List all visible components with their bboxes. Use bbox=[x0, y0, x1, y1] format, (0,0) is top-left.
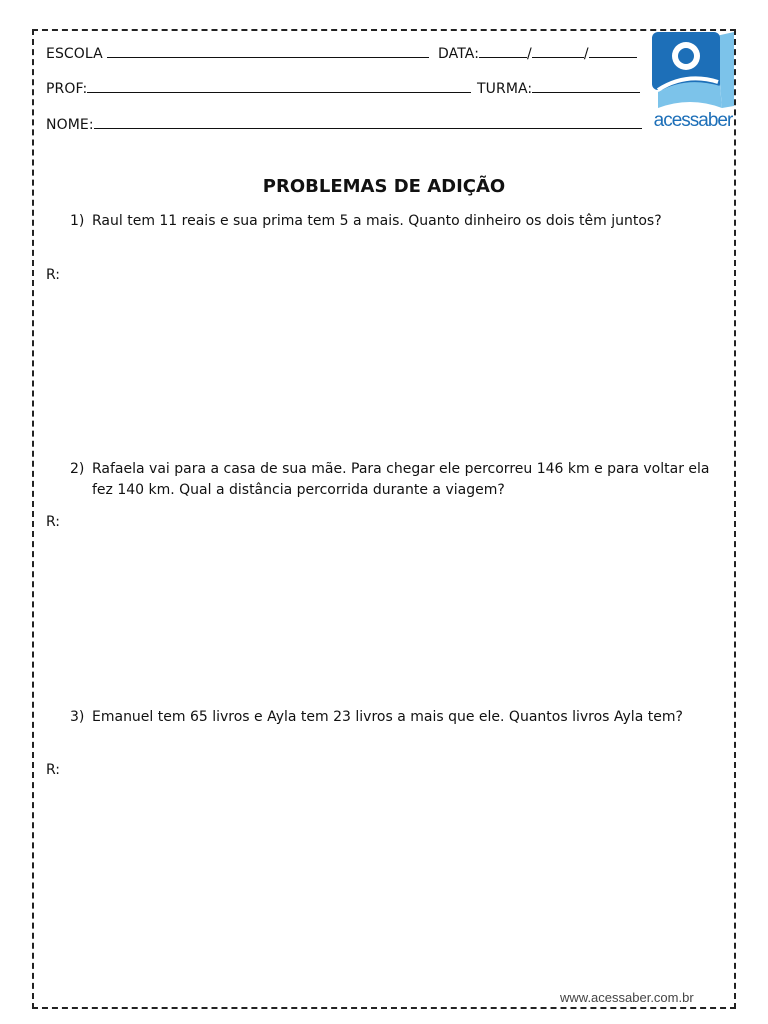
name-label: NOME: bbox=[46, 117, 94, 133]
acessaber-logo bbox=[650, 30, 736, 132]
school-label: ESCOLA bbox=[46, 46, 103, 62]
teacher-label: PROF: bbox=[46, 81, 88, 97]
question-number: 2) bbox=[70, 461, 85, 477]
date-label: DATA: bbox=[438, 46, 480, 62]
question-text: Rafaela vai para a casa de sua mãe. Para chegar ele percorreu 146 km e para voltar ela fez 140 km. Qual a distância percorrida durante a viagem? bbox=[92, 461, 710, 498]
school-input-line[interactable] bbox=[107, 45, 429, 58]
name-field bbox=[46, 116, 642, 133]
question-3 bbox=[70, 707, 720, 728]
teacher-field bbox=[46, 80, 471, 97]
question-number: 1) bbox=[70, 213, 85, 229]
class-field bbox=[477, 80, 640, 97]
date-month-line[interactable] bbox=[532, 45, 584, 58]
class-label: TURMA: bbox=[477, 81, 533, 97]
answer-label-2: R: bbox=[46, 514, 61, 530]
question-number: 3) bbox=[70, 709, 85, 725]
worksheet-title: PROBLEMAS DE ADIÇÃO bbox=[262, 176, 506, 197]
date-day-line[interactable] bbox=[479, 45, 527, 58]
question-text: Raul tem 11 reais e sua prima tem 5 a mais. Quanto dinheiro os dois têm juntos? bbox=[92, 213, 662, 229]
teacher-input-line[interactable] bbox=[87, 80, 471, 93]
class-input-line[interactable] bbox=[532, 80, 640, 93]
answer-label-1: R: bbox=[46, 267, 61, 283]
school-field bbox=[46, 45, 429, 62]
question-1 bbox=[70, 211, 720, 232]
footer-website: www.acessaber.com.br bbox=[560, 990, 694, 1005]
name-input-line[interactable] bbox=[94, 116, 642, 129]
question-text: Emanuel tem 65 livros e Ayla tem 23 livros a mais que ele. Quantos livros Ayla tem? bbox=[92, 709, 683, 725]
date-separator: / bbox=[527, 46, 532, 62]
answer-label-3: R: bbox=[46, 762, 61, 778]
date-field bbox=[438, 45, 637, 62]
date-separator: / bbox=[583, 46, 589, 62]
logo-mark-icon bbox=[650, 30, 736, 110]
question-2 bbox=[70, 459, 720, 501]
date-year-line[interactable] bbox=[589, 45, 637, 58]
logo-text: acessaber bbox=[653, 110, 733, 131]
